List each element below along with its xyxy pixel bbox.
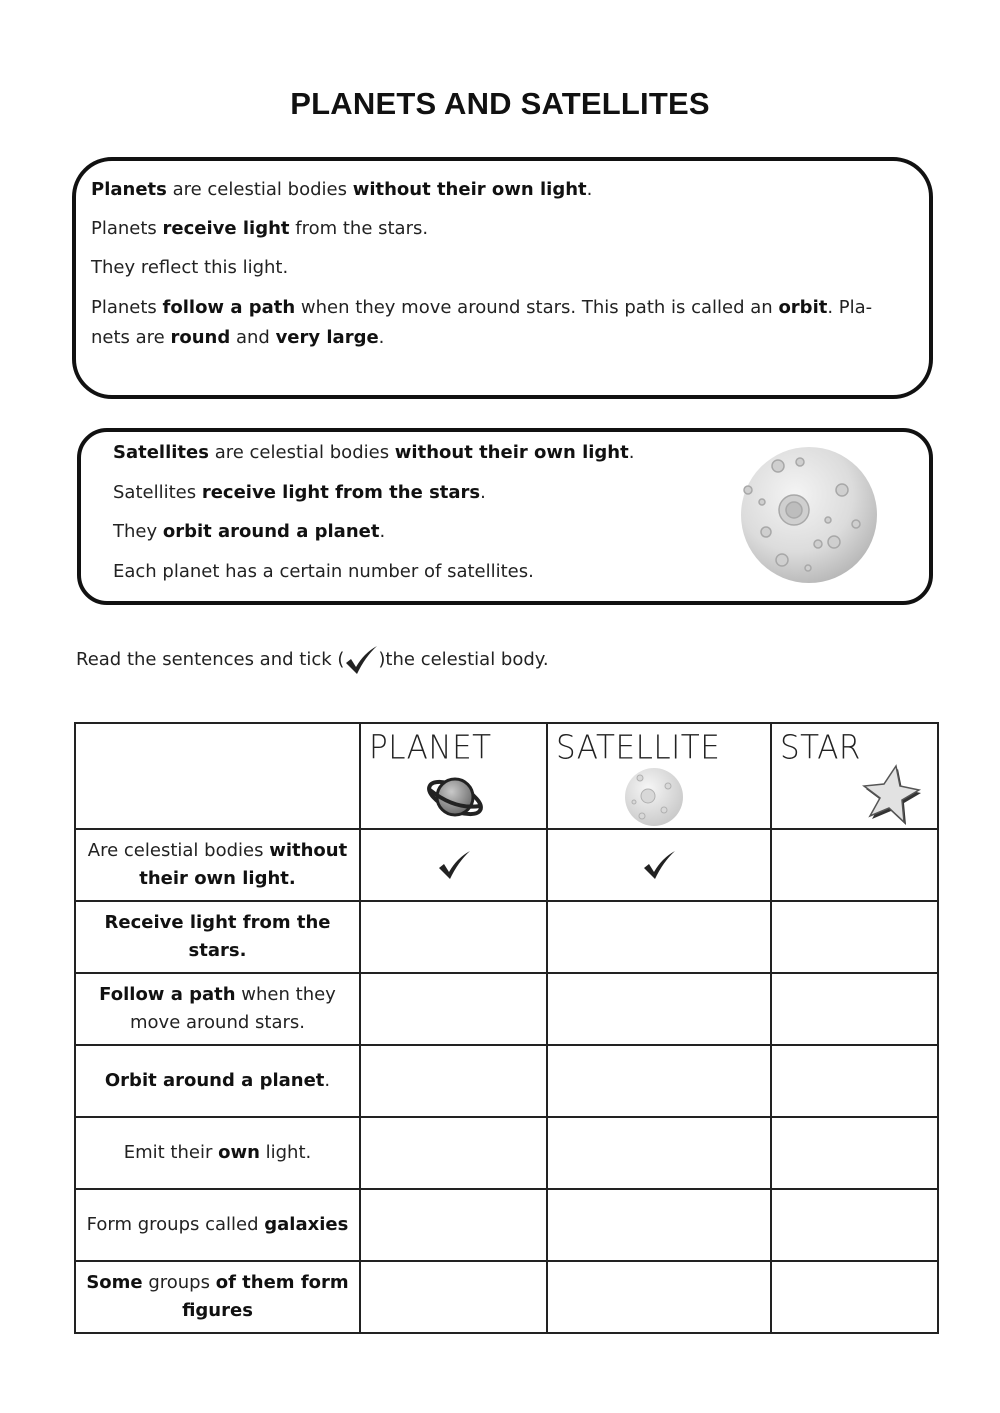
bold-text: Some — [86, 1272, 143, 1293]
table-row — [75, 1117, 938, 1189]
planets-line-5: nets are round and very large. — [91, 327, 385, 348]
row-label — [75, 1117, 360, 1189]
tick-cell-satellite[interactable] — [547, 1045, 771, 1117]
tick-cell-satellite[interactable] — [547, 829, 771, 901]
tick-cell-star[interactable] — [771, 1189, 938, 1261]
text: when they move around stars. — [130, 984, 336, 1033]
planets-line-3: They reflect this light. — [91, 257, 289, 278]
tick-cell-star[interactable] — [771, 901, 938, 973]
bold-text: of them form figures — [182, 1272, 349, 1321]
tick-cell-star[interactable] — [771, 1045, 938, 1117]
row-label — [75, 1261, 360, 1333]
tick-cell-satellite[interactable] — [547, 1117, 771, 1189]
table-row — [75, 1045, 938, 1117]
row-label — [75, 973, 360, 1045]
tick-icon — [344, 645, 378, 675]
celestial-body-table — [74, 722, 939, 1334]
tick-cell-star[interactable] — [771, 829, 938, 901]
text: . — [324, 1070, 331, 1091]
bold-text: galaxies — [264, 1214, 349, 1235]
bold-text: own — [218, 1142, 260, 1163]
header-star-label: STAR — [780, 729, 861, 767]
text: groups — [142, 1272, 216, 1293]
table-row — [75, 1189, 938, 1261]
tick-cell-planet[interactable] — [360, 829, 547, 901]
header-satellite-label: SATELLITE — [556, 729, 721, 767]
satellites-line-3: They orbit around a planet. — [113, 521, 386, 542]
tick-cell-satellite[interactable] — [547, 901, 771, 973]
tick-cell-planet[interactable] — [360, 1261, 547, 1333]
header-empty-cell — [75, 723, 360, 829]
moon-icon — [738, 444, 880, 586]
tick-cell-satellite[interactable] — [547, 973, 771, 1045]
tick-cell-satellite[interactable] — [547, 1261, 771, 1333]
header-star — [771, 723, 938, 829]
table-row — [75, 901, 938, 973]
planets-line-2: Planets receive light from the stars. — [91, 218, 429, 239]
table-row — [75, 829, 938, 901]
bold-text: Follow a path — [99, 984, 236, 1005]
tick-cell-star[interactable] — [771, 973, 938, 1045]
satellites-line-4: Each planet has a certain number of satellites. — [113, 561, 534, 582]
planets-line-4: Planets follow a path when they move around stars. This path is called an orbit. Pla- — [91, 297, 873, 318]
tick-icon — [437, 850, 471, 880]
text: Form groups called — [86, 1214, 265, 1235]
tick-cell-planet[interactable] — [360, 1117, 547, 1189]
tick-cell-planet[interactable] — [360, 901, 547, 973]
instruction-text: Read the sentences and tick ( )the celestial body. — [76, 645, 549, 675]
tick-cell-planet[interactable] — [360, 1045, 547, 1117]
tick-cell-star[interactable] — [771, 1261, 938, 1333]
header-planet — [360, 723, 547, 829]
bold-text: without their own light. — [139, 840, 348, 889]
planets-line-1: Planets are celestial bodies without their own light. — [91, 179, 593, 200]
row-label — [75, 1045, 360, 1117]
tick-cell-star[interactable] — [771, 1117, 938, 1189]
moon-small-icon — [622, 766, 686, 828]
header-satellite — [547, 723, 771, 829]
page-title: PLANETS AND SATELLITES — [290, 86, 710, 121]
header-planet-label: PLANET — [369, 729, 492, 767]
tick-cell-planet[interactable] — [360, 1189, 547, 1261]
text: Emit their — [123, 1142, 219, 1163]
satellites-line-1: Satellites are celestial bodies without their own light. — [113, 442, 635, 463]
table-row — [75, 973, 938, 1045]
text: light. — [259, 1142, 312, 1163]
tick-cell-planet[interactable] — [360, 973, 547, 1045]
row-label — [75, 829, 360, 901]
tick-icon — [642, 850, 676, 880]
row-label — [75, 1189, 360, 1261]
table-row — [75, 1261, 938, 1333]
text: Are celestial bodies — [87, 840, 270, 861]
tick-cell-satellite[interactable] — [547, 1189, 771, 1261]
row-label — [75, 901, 360, 973]
bold-text: Orbit around a planet — [104, 1070, 325, 1091]
satellites-line-2: Satellites receive light from the stars. — [113, 482, 486, 503]
star-icon — [856, 762, 922, 826]
bold-text: Receive light from the stars. — [104, 912, 331, 961]
planet-icon — [425, 770, 485, 824]
